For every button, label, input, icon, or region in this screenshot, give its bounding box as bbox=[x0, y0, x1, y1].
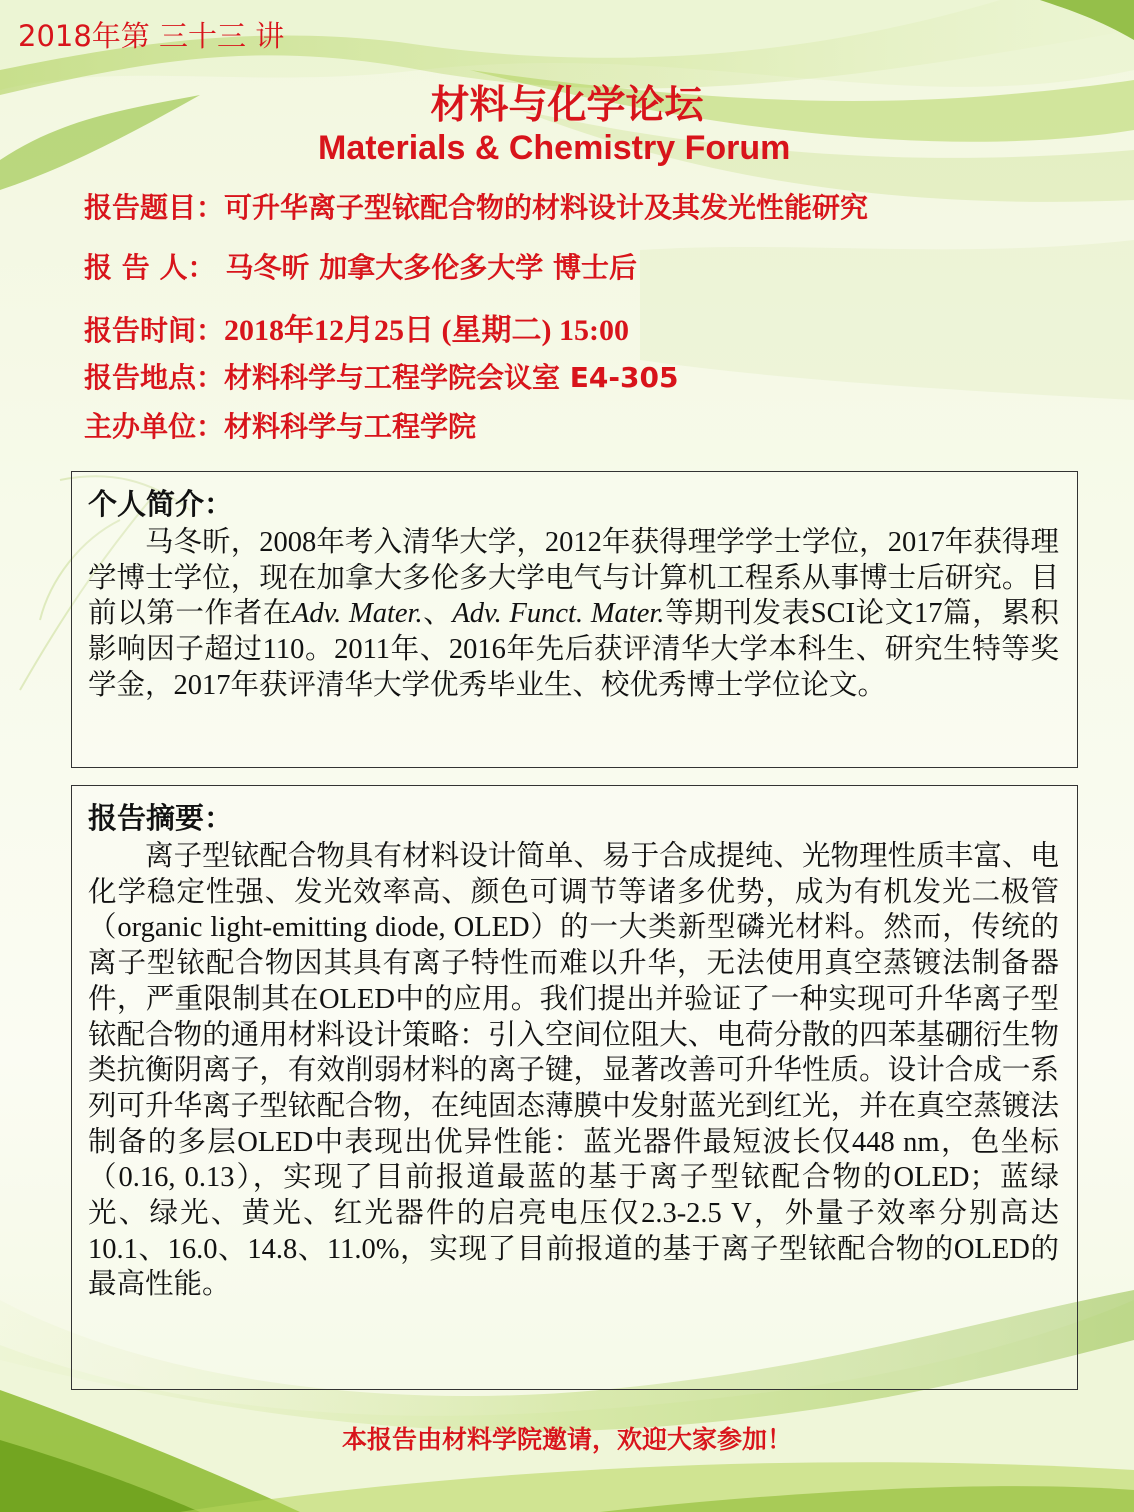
bio-text bbox=[88, 525, 1059, 704]
abstract-box bbox=[71, 785, 1078, 1390]
lecture-number: 2018年第 三十三 讲 bbox=[18, 19, 285, 53]
bio-text-part-1: 马冬昕，2008年考入清华大学，2012年获得理学学士学位，2017年获得理学博士学位，现在加拿大多伦多大学电气与计算机工程系从事博士后研究。目前以第一作者在 bbox=[88, 527, 1059, 630]
info-place bbox=[84, 356, 678, 396]
abstract-heading: 报告摘要： bbox=[88, 801, 234, 835]
info-place-label: 报告地点： bbox=[84, 361, 225, 394]
journal-adv-funct-mater: Adv. Funct. Mater. bbox=[452, 598, 665, 630]
bio-text-part-2: 等期刊发表SCI论文17篇，累积影响因子超过110。2011年、2016年先后获评清华大学本科生、研究生特等奖学金，2017年获评清华大学优秀毕业生、校优秀博士学位论文。 bbox=[88, 598, 1059, 701]
info-topic-value: 可升华离子型铱配合物的材料设计及其发光性能研究 bbox=[224, 191, 869, 224]
info-place-value: 材料科学与工程学院会议室 E4-305 bbox=[224, 361, 679, 394]
bio-box bbox=[71, 471, 1078, 768]
info-topic-label: 报告题目： bbox=[84, 191, 225, 224]
invitation-note: 本报告由材料学院邀请，欢迎大家参加！ bbox=[341, 1425, 792, 1454]
info-host-label: 主办单位： bbox=[84, 410, 225, 443]
info-host-value: 材料科学与工程学院 bbox=[224, 410, 477, 443]
info-speaker-label: 报 告 人： bbox=[84, 251, 216, 284]
bio-separator: 、 bbox=[422, 598, 453, 630]
info-speaker-value: 马冬昕 加拿大多伦多大学 博士后 bbox=[225, 251, 637, 284]
journal-adv-mater: Adv. Mater. bbox=[291, 598, 423, 630]
info-time-label: 报告时间： bbox=[84, 314, 225, 347]
info-time-value: 2018年12月25日 (星期二) 15:00 bbox=[224, 314, 629, 347]
forum-title-chinese: 材料与化学论坛 bbox=[430, 83, 704, 128]
info-host bbox=[84, 405, 476, 445]
abstract-text: 离子型铱配合物具有材料设计简单、易于合成提纯、光物理性质丰富、电化学稳定性强、发光效率高、颜色可调节等诸多优势，成为有机发光二极管（organic light-emitting diode, OLED）的一大类新型磷光材料。然而，传统的离子型铱配合物因其具有离子特性而难以升华，无法使用真空蒸镀法制备器件，严重限制其在OLED中的应用。我们提出并验证了一种实现可升华离子型铱配合物的通用材料设计策略：引入空间位阻大、电荷分散的四苯基硼衍生物类抗衡阴离子，有效削弱材料的离子键，显著改善可升华性质。设计合成一系列可升华离子型铱配合物，在纯固态薄膜中发射蓝光到红光，并在真空蒸镀法制备的多层OLED中表现出优异性能：蓝光器件最短波长仅448 nm，色坐标（0.16, 0.13），实现了目前报道最蓝的基于离子型铱配合物的OLED；蓝绿光、绿光、黄光、红光器件的启亮电压仅2.3-2.5 V，外量子效率分别高达10.1、16.0、14.8、11.0%，实现了目前报道的基于离子型铱配合物的OLED的最高性能。 bbox=[88, 841, 1059, 1301]
bio-heading: 个人简介： bbox=[88, 487, 234, 521]
info-speaker bbox=[84, 246, 637, 286]
info-topic bbox=[84, 186, 868, 226]
forum-title-english: Materials & Chemistry Forum bbox=[318, 129, 791, 167]
info-time bbox=[84, 305, 629, 349]
